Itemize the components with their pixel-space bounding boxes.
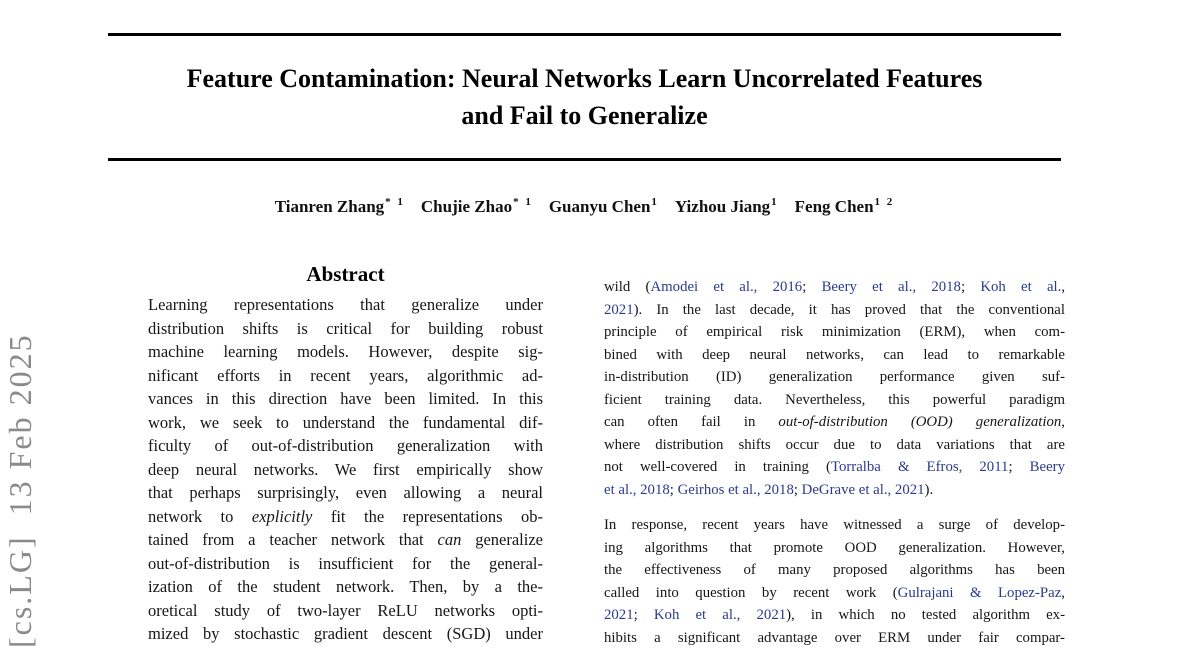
body-text: where distribution shifts occur due to data variations that are [604,436,1065,453]
body-text: the effectiveness of many proposed algorithms has been [604,562,1065,578]
body-text: principle of empirical risk minimization (ERM), when com- [604,324,1065,340]
citation-link[interactable]: Amodei et al., 2016 [650,279,803,295]
text-line [148,528,543,552]
author-affiliation-sup: * 1 [385,196,405,208]
text-line [604,627,1065,648]
citation-link[interactable]: Gulrajani & Lopez-Paz [897,584,1062,601]
body-text: ). In the last decade, it has proved that the conventional [633,301,1065,318]
text-line [148,434,543,458]
introduction-column [604,276,1065,648]
text-line [604,276,1065,299]
text-line [604,299,1065,322]
text-line [604,366,1065,389]
text-line [148,575,543,599]
body-text: wild ( [604,279,651,295]
citation-link[interactable]: Beery [1029,459,1065,475]
text-line [148,552,543,576]
text-line [148,458,543,482]
author [675,197,779,216]
paragraph [604,514,1065,648]
text-line [148,505,543,529]
emphasis-text: can [437,530,462,549]
text-line [148,340,543,364]
body-text: ; [793,481,802,498]
abstract-heading: Abstract [306,262,385,286]
citation-link[interactable]: Geirhos et al., 2018 [677,481,794,498]
author-affiliation-sup: 1 [651,196,659,208]
body-text: ficulty of out-of-distribution generalization with [148,436,543,455]
citation-link[interactable]: Torralba & Efros, 2011 [830,459,1009,475]
body-text: distribution shifts is critical for building robust [148,318,543,338]
author [795,197,895,216]
body-text: , [1061,414,1065,430]
body-text: ; [633,607,654,623]
body-text: ization of the student network. Then, by a the- [148,577,543,596]
body-text: oretical study of two-layer ReLU networks opti- [148,600,543,620]
body-text: fit the representations ob- [312,506,544,526]
author-affiliation-sup: 1 [771,196,779,208]
citation-link[interactable]: Koh et al. [980,279,1062,295]
author-name: Feng Chen [794,196,874,216]
body-text: ). [924,481,934,498]
author-affiliation-sup: 1 2 [874,196,895,208]
body-text: not well-covered in training ( [604,459,831,475]
author-name: Chujie Zhao [420,196,513,216]
body-text: ; [669,481,678,498]
text-line [604,559,1065,582]
body-text: machine learning models. However, despite sig- [148,342,543,361]
top-rule [108,33,1061,36]
body-text: work, we seek to understand the fundamental dif- [148,412,543,432]
paragraph [604,276,1065,501]
text-line [604,537,1065,560]
body-text: tained from a teacher network that [148,530,438,549]
emphasis-text: out-of-distribution (OOD) generalization [778,414,1062,430]
citation-link[interactable]: 2021 [604,607,634,623]
body-text: ficient training data. Nevertheless, this powerful paradigm [604,391,1065,408]
body-text: ; [1008,459,1030,475]
citation-link[interactable]: DeGrave et al., 2021 [801,481,925,498]
text-line [604,479,1065,502]
body-text: ; [802,279,822,295]
text-line [604,389,1065,412]
text-line [148,317,543,341]
author [549,197,659,216]
body-text: , [1061,279,1066,295]
body-text: hibits a significant advantage over ERM under fair compar- [604,629,1065,646]
body-text: out-of-distribution is insufficient for the general- [148,553,543,573]
body-text: ing algorithms that promote OOD generalization. However, [604,539,1065,556]
text-line [604,411,1065,434]
paper-title-line-1: Feature Contamination: Neural Networks Learn Uncorrelated Features [186,64,983,93]
text-line [604,582,1065,605]
body-text: network to [148,506,252,526]
text-line [148,293,543,317]
body-text: that perhaps surprisingly, even allowing a neural [148,483,543,502]
text-line [148,364,543,388]
author-list [108,196,1061,217]
body-text: called into question by recent work ( [604,584,898,601]
body-text: deep neural networks. We first empirically show [148,459,543,479]
text-line [604,514,1065,537]
arxiv-watermark: [cs.LG] 13 Feb 2025 [2,333,38,648]
text-line [604,321,1065,344]
body-text: bined with deep neural networks, can lead to remarkable [604,346,1065,363]
paper-title-line-2: and Fail to Generalize [461,101,708,130]
text-line [604,456,1065,479]
text-line [148,481,543,505]
author [421,197,533,216]
text-line [604,434,1065,457]
text-line [604,344,1065,367]
body-text: In response, recent years have witnessed a surge of develop- [604,517,1065,533]
body-text: Learning representations that generalize under [148,295,543,314]
citation-link[interactable]: et al., 2018 [604,481,670,498]
text-line [148,622,543,646]
text-line [604,604,1065,627]
body-text: , [1061,584,1065,601]
body-text: can often fail in [604,414,779,430]
citation-link[interactable]: Koh et al., 2021 [653,607,787,623]
body-text: in-distribution (ID) generalization performance given suf- [604,369,1065,385]
body-text: vances in this direction have been limited. In this [148,389,543,408]
text-line [148,599,543,623]
author-name: Yizhou Jiang [674,196,771,216]
abstract-body [148,293,543,646]
paper-title [108,60,1061,134]
body-text: ), in which no tested algorithm ex- [786,607,1066,623]
author-name: Tianren Zhang [274,196,385,216]
body-text: nificant efforts in recent years, algorithmic ad- [148,365,543,385]
author-affiliation-sup: * 1 [513,196,533,208]
body-text: mized by stochastic gradient descent (SGD) under [148,624,543,643]
citation-link[interactable]: Beery et al., 2018 [821,279,961,295]
text-line [148,411,543,435]
author [275,197,405,216]
title-bottom-rule [108,158,1061,161]
emphasis-text: explicitly [251,506,313,526]
body-text: ; [960,279,981,295]
citation-link[interactable]: 2021 [604,301,634,318]
author-name: Guanyu Chen [548,196,651,216]
text-line [148,387,543,411]
body-text: generalize [461,530,543,549]
